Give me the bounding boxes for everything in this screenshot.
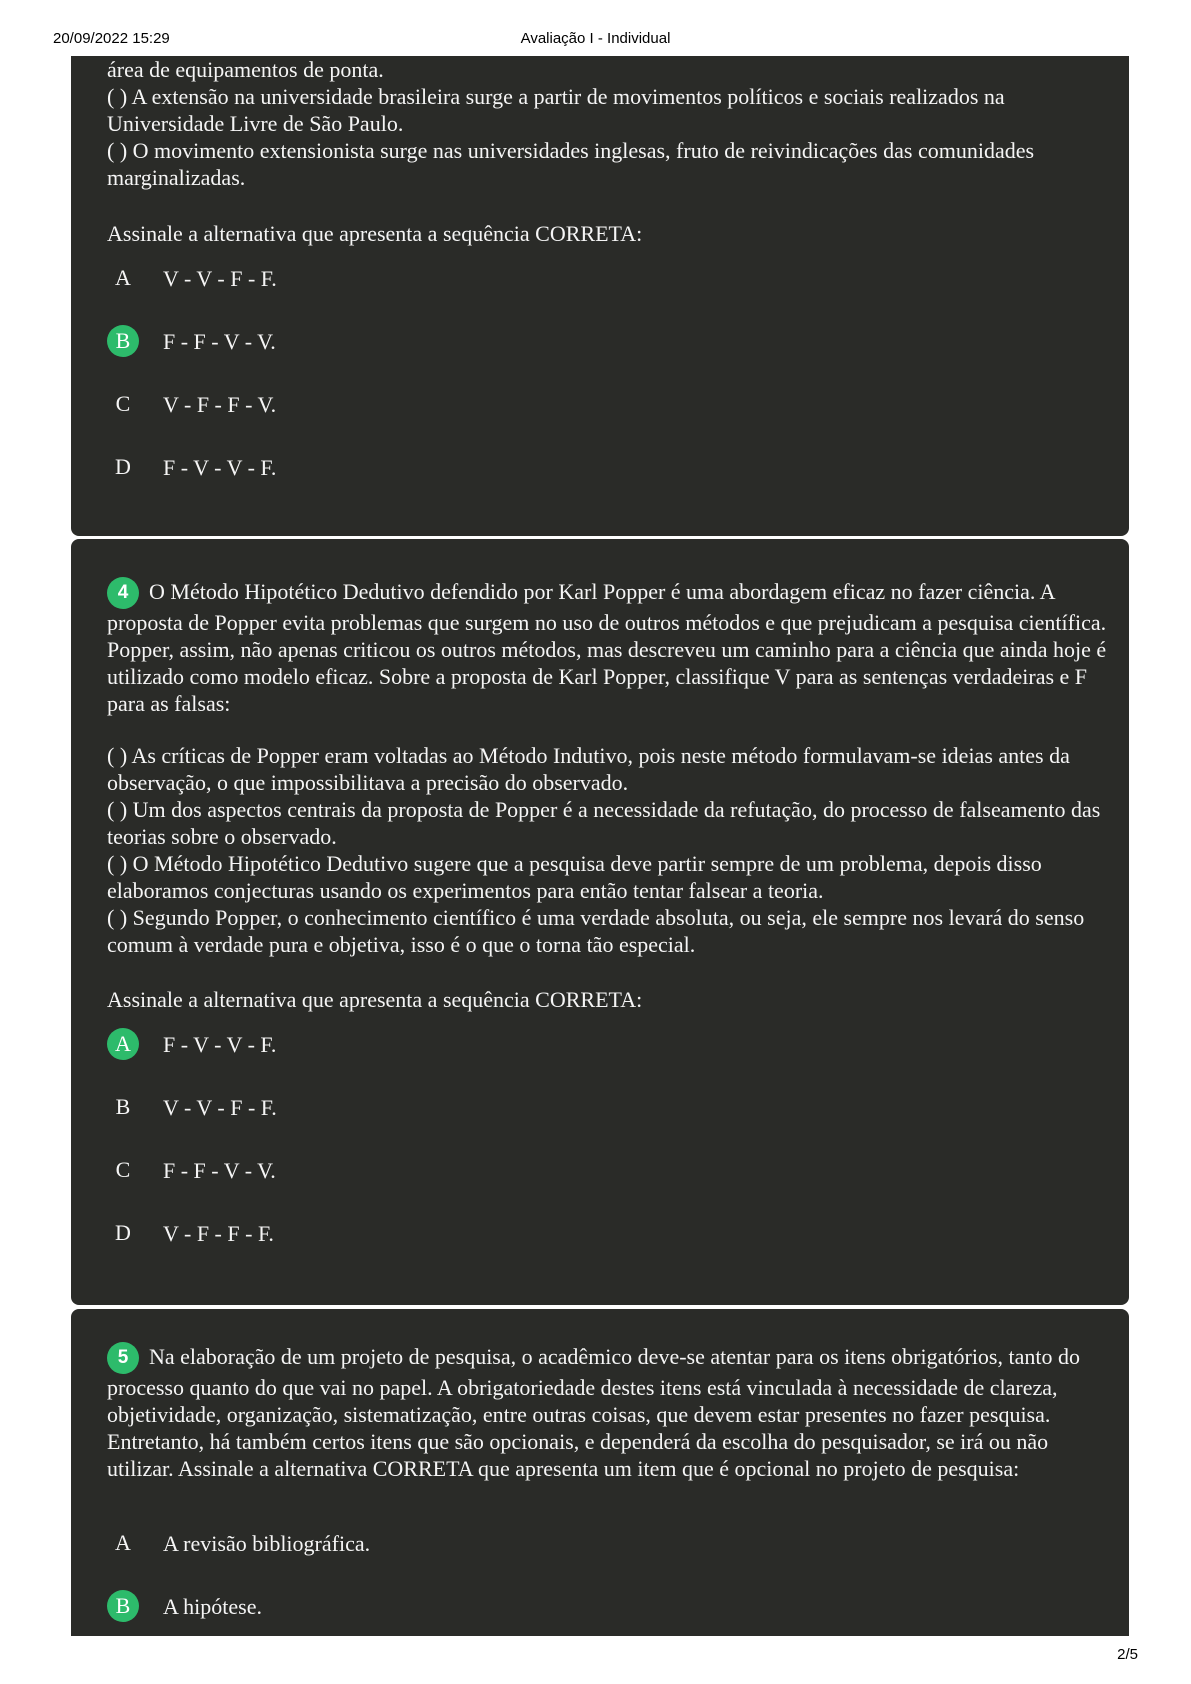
question-text: O Método Hipotético Dedutivo defendido por Karl Popper é uma abordagem eficaz no fazer ciência. A proposta de Popper evita problemas que surgem no uso de outros métodos e que prejudicam a pesquisa científica. Popper, assim, não apenas criticou os outros métodos, mas descreveu um caminho para a ciência que ainda hoje é utilizado como modelo eficaz. Sobre a proposta de Karl Popper, classifique V para as sentenças verdadeiras e F para as falsas:: [107, 579, 1107, 716]
statement-line: ( ) A extensão na universidade brasileira surge a partir de movimentos políticos e sociais realizados na Universidade Livre de São Paulo.: [107, 84, 1005, 136]
question-3-statements: [107, 56, 1107, 191]
option-text: V - V - F - F.: [163, 1095, 277, 1120]
option-text: V - F - F - V.: [163, 392, 277, 417]
statement-line: ( ) O Método Hipotético Dedutivo sugere que a pesquisa deve partir sempre de um problema, depois disso elaboramos conjecturas usando os experimentos para então tentar falsear a teoria.: [107, 851, 1042, 903]
page-number: 2/5: [1117, 1646, 1138, 1663]
statement-line: ( ) Um dos aspectos centrais da proposta de Popper é a necessidade da refutação, do processo de falseamento das teorias sobre o observado.: [107, 797, 1101, 849]
statement-line: ( ) As críticas de Popper eram voltadas ao Método Indutivo, pois neste método formulavam-se ideias antes da observação, o que impossibilitava a precisão do observado.: [107, 743, 1070, 795]
option-text: A hipótese.: [163, 1594, 262, 1619]
option-text: A revisão bibliográfica.: [163, 1531, 371, 1556]
statement-line: ( ) Segundo Popper, o conhecimento científico é uma verdade absoluta, ou seja, ele sempre nos levará do senso comum à verdade pura e objetiva, isso é o que o torna tão especial.: [107, 905, 1085, 957]
question-4-intro: [107, 577, 1107, 717]
print-header: [0, 28, 1191, 50]
question-number-badge: 4: [107, 577, 139, 609]
question-3-prompt: Assinale a alternativa que apresenta a sequência CORRETA:: [107, 221, 643, 246]
option-letter: C: [115, 1157, 131, 1182]
option-letter: D: [115, 1220, 131, 1245]
question-number-badge: 5: [107, 1342, 139, 1374]
option-letter-selected: B: [107, 1590, 139, 1622]
print-date: 20/09/2022 15:29: [53, 30, 170, 47]
print-title: Avaliação I - Individual: [520, 30, 671, 47]
option-letter: D: [115, 454, 131, 479]
option-text: V - F - F - F.: [163, 1221, 274, 1246]
option-letter: C: [115, 391, 131, 416]
statement-line: área de equipamentos de ponta.: [107, 57, 384, 82]
option-text: F - V - V - F.: [163, 455, 277, 480]
question-4-statements: [107, 742, 1107, 958]
option-text: V - V - F - F.: [163, 266, 277, 291]
statement-line: ( ) O movimento extensionista surge nas universidades inglesas, fruto de reivindicações das comunidades marginalizadas.: [107, 138, 1035, 190]
option-letter-selected: B: [107, 325, 139, 357]
option-text: F - F - V - V.: [163, 329, 276, 354]
question-4-prompt: Assinale a alternativa que apresenta a sequência CORRETA:: [107, 987, 643, 1012]
option-text: F - V - V - F.: [163, 1032, 277, 1057]
question-text: Na elaboração de um projeto de pesquisa, o acadêmico deve-se atentar para os itens obrigatórios, tanto do processo quanto do que vai no papel. A obrigatoriedade destes itens está vinculada à necessidade de clareza, objetividade, organização, sistematização, entre outras coisas, que devem estar presentes no fazer pesquisa. Entretanto, há também certos itens que são opcionais, e dependerá da escolha do pesquisador, se irá ou não utilizar. Assinale a alternativa CORRETA que apresenta um item que é opcional no projeto de pesquisa:: [107, 1344, 1080, 1481]
option-letter: A: [115, 265, 131, 290]
question-5-intro: [107, 1342, 1107, 1482]
option-letter-selected: A: [107, 1028, 139, 1060]
option-text: F - F - V - V.: [163, 1158, 276, 1183]
option-letter: A: [115, 1530, 131, 1555]
option-letter: B: [115, 1094, 131, 1119]
